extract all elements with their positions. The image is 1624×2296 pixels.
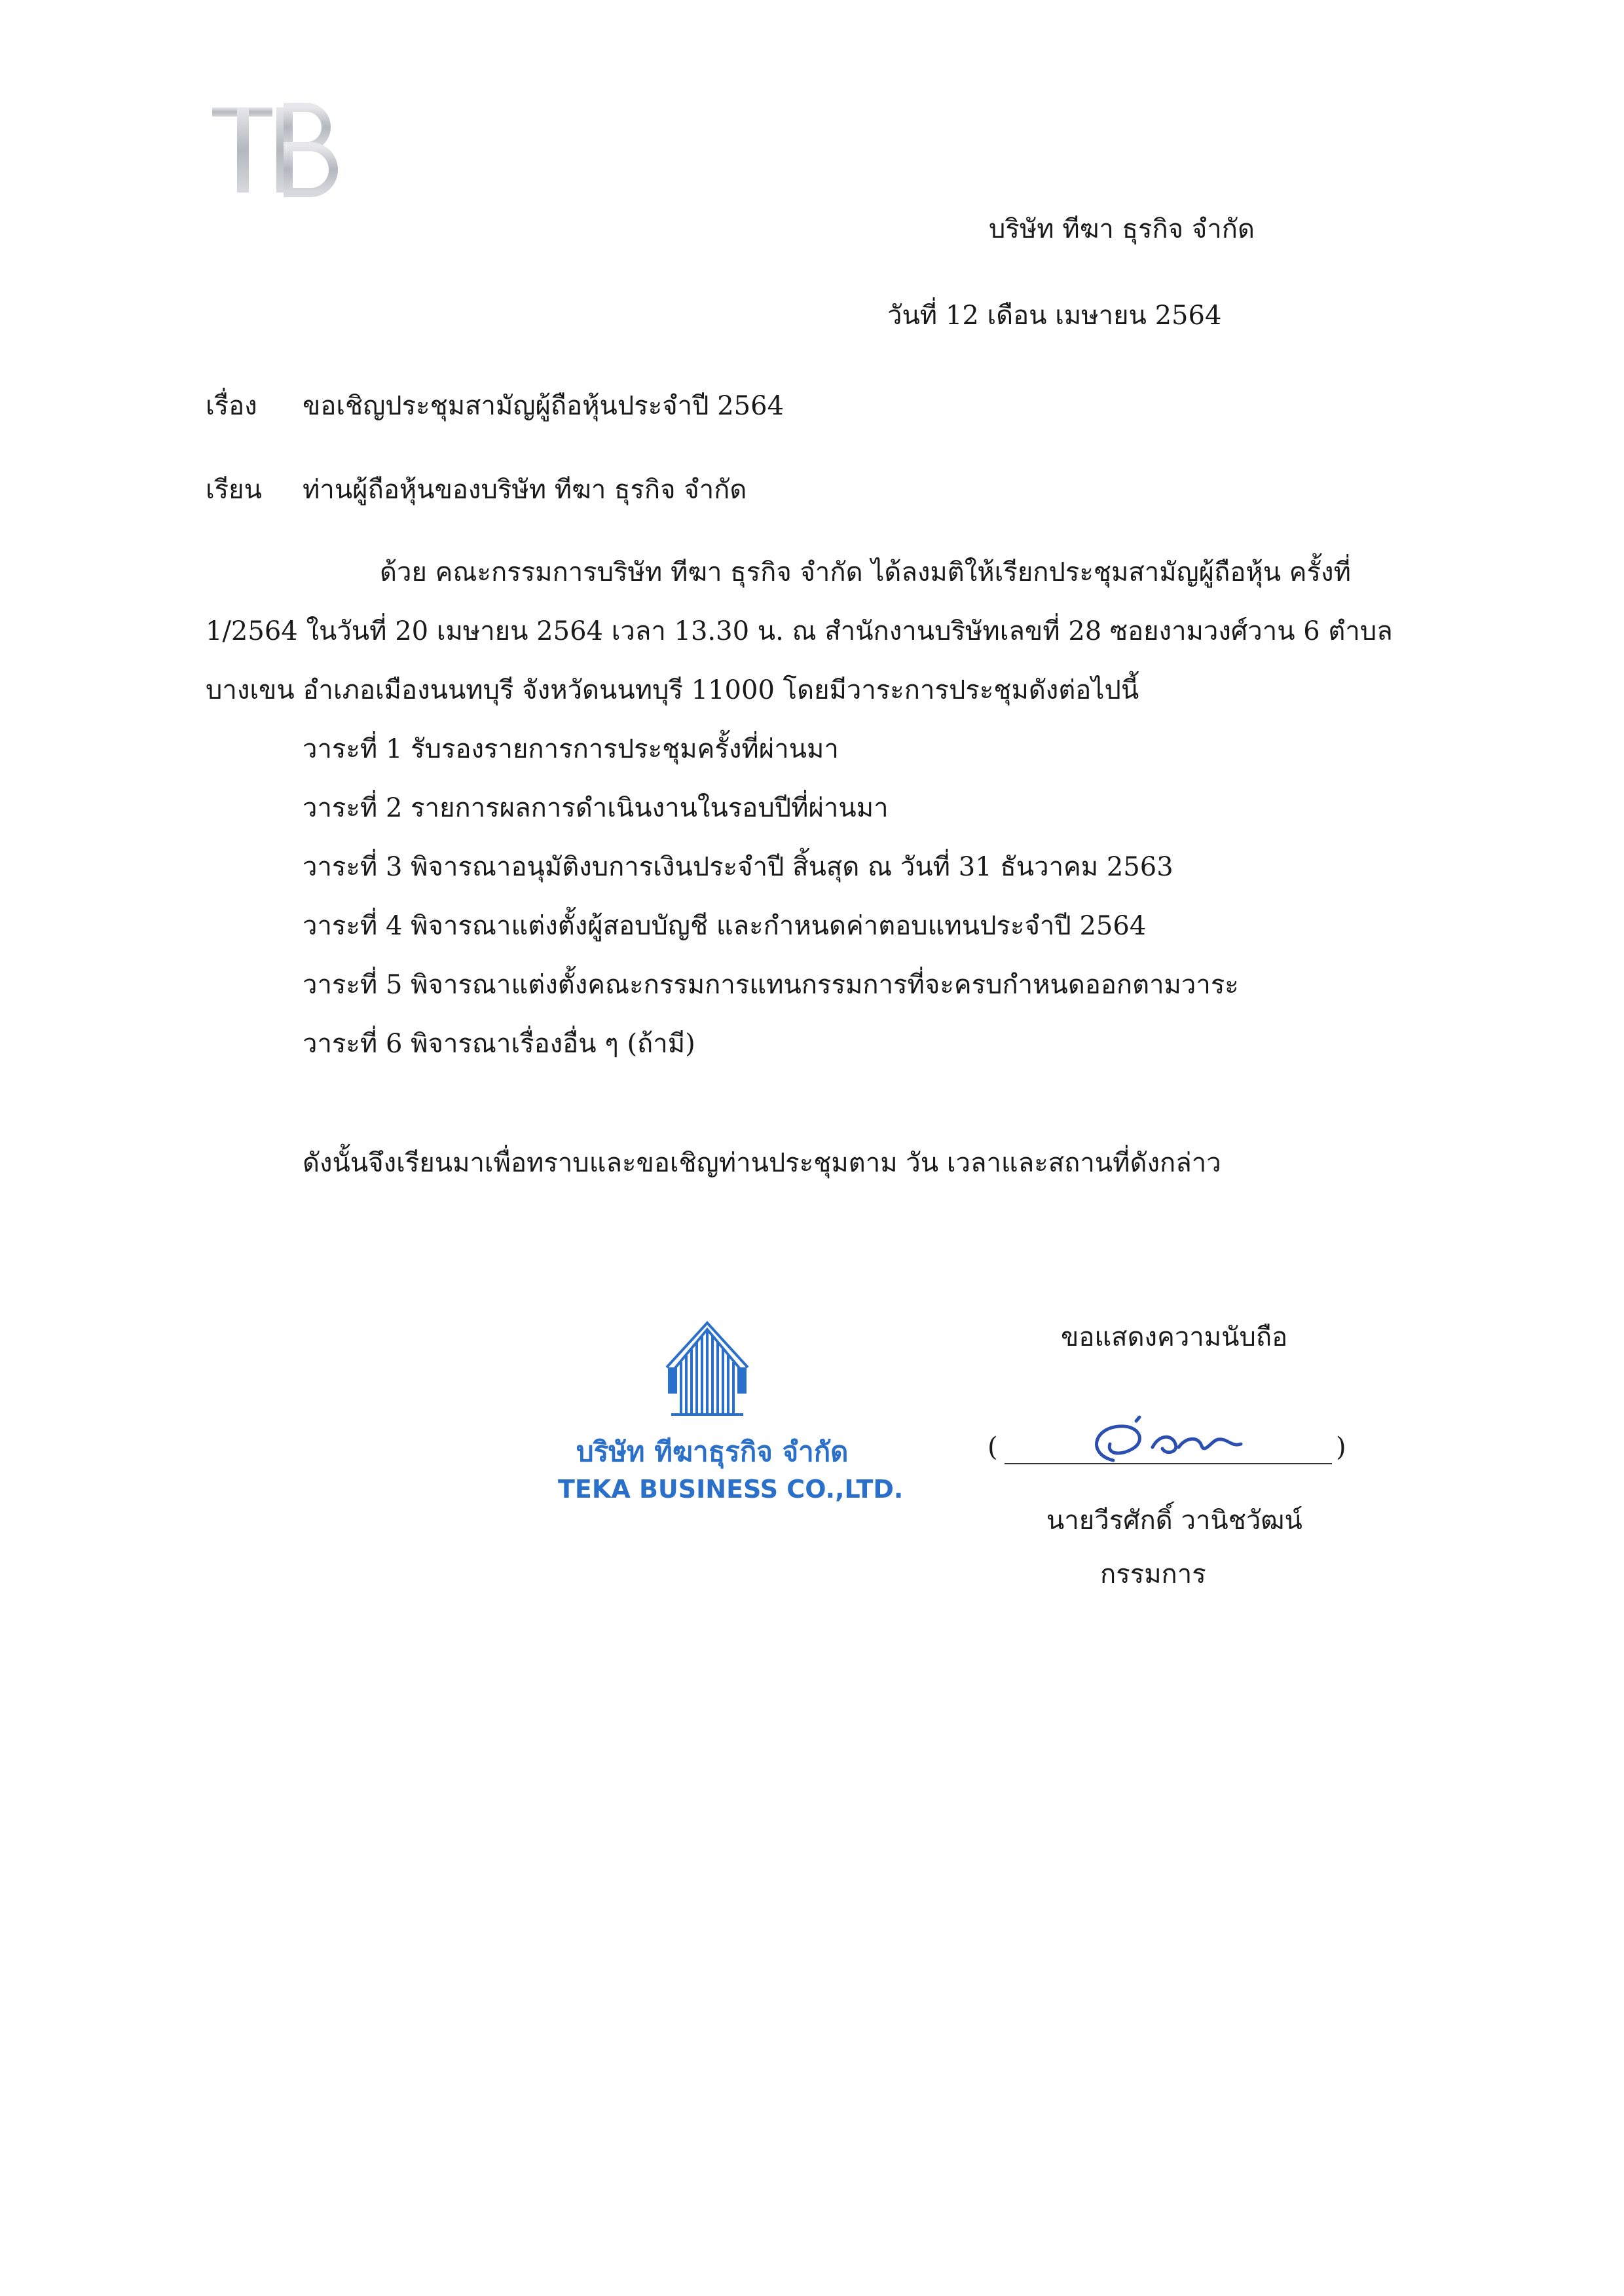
handwritten-signature-icon bbox=[1074, 1408, 1270, 1473]
agenda-item-5: วาระที่ 5 พิจารณาแต่งตั้งคณะกรรมการแทนกรรมการที่จะครบกำหนดออกตามวาระ bbox=[303, 970, 1239, 1000]
agenda-item-4: วาระที่ 4 พิจารณาแต่งตั้งผู้สอบบัญชี และกำหนดค่าตอบแทนประจำปี 2564 bbox=[303, 911, 1147, 941]
body-line-3: บางเขน อำเภอเมืองนนทบุรี จังหวัดนนทบุรี 11000 โดยมีวาระการประชุมดังต่อไปนี้ bbox=[206, 675, 1139, 705]
agenda-item-6: วาระที่ 6 พิจารณาเรื่องอื่น ๆ (ถ้ามี) bbox=[303, 1029, 695, 1059]
body-line-2: 1/2564 ในวันที่ 20 เมษายน 2564 เวลา 13.30 น. ณ สำนักงานบริษัทเลขที่ 28 ซอยงามวงศ์วาน 6 ตำบล bbox=[206, 616, 1393, 646]
subject-text: ขอเชิญประชุมสามัญผู้ถือหุ้นประจำปี 2564 bbox=[303, 391, 784, 421]
regards-text: ขอแสดงความนับถือ bbox=[1061, 1322, 1288, 1352]
agenda-item-2: วาระที่ 2 รายการผลการดำเนินงานในรอบปีที่ผ่านมา bbox=[303, 793, 889, 823]
company-name: บริษัท ทีฆา ธุรกิจ จำกัด bbox=[989, 214, 1255, 244]
signer-title: กรรมการ bbox=[1100, 1559, 1206, 1589]
agenda-item-1: วาระที่ 1 รับรองรายการการประชุมครั้งที่ผ่านมา bbox=[303, 734, 839, 764]
recipient-label: เรียน bbox=[206, 475, 262, 505]
signature-close-paren: ) bbox=[1336, 1432, 1346, 1462]
signature-open-paren: ( bbox=[987, 1432, 998, 1462]
recipient-text: ท่านผู้ถือหุ้นของบริษัท ทีฆา ธุรกิจ จำกัด bbox=[303, 475, 747, 505]
letter-date: วันที่ 12 เดือน เมษายน 2564 bbox=[887, 301, 1222, 331]
closing-text: ดังนั้นจึงเรียนมาเพื่อทราบและขอเชิญท่านประชุมตาม วัน เวลาและสถานที่ดังกล่าว bbox=[303, 1148, 1221, 1178]
tb-logo bbox=[208, 98, 339, 203]
stamp-name-thai: บริษัท ทีฆาธุรกิจ จำกัด bbox=[576, 1435, 849, 1468]
signer-name: นายวีรศักดิ์ วานิชวัฒน์ bbox=[1046, 1506, 1302, 1536]
subject-label: เรื่อง bbox=[206, 391, 257, 421]
stamp-name-english: TEKA BUSINESS CO.,LTD. bbox=[558, 1475, 904, 1504]
agenda-item-3: วาระที่ 3 พิจารณาอนุมัติงบการเงินประจำปี สิ้นสุด ณ วันที่ 31 ธันวาคม 2563 bbox=[303, 852, 1173, 882]
body-line-1: ด้วย คณะกรรมการบริษัท ทีฆา ธุรกิจ จำกัด ได้ลงมติให้เรียกประชุมสามัญผู้ถือหุ้น ครั้งที่ bbox=[380, 557, 1351, 587]
